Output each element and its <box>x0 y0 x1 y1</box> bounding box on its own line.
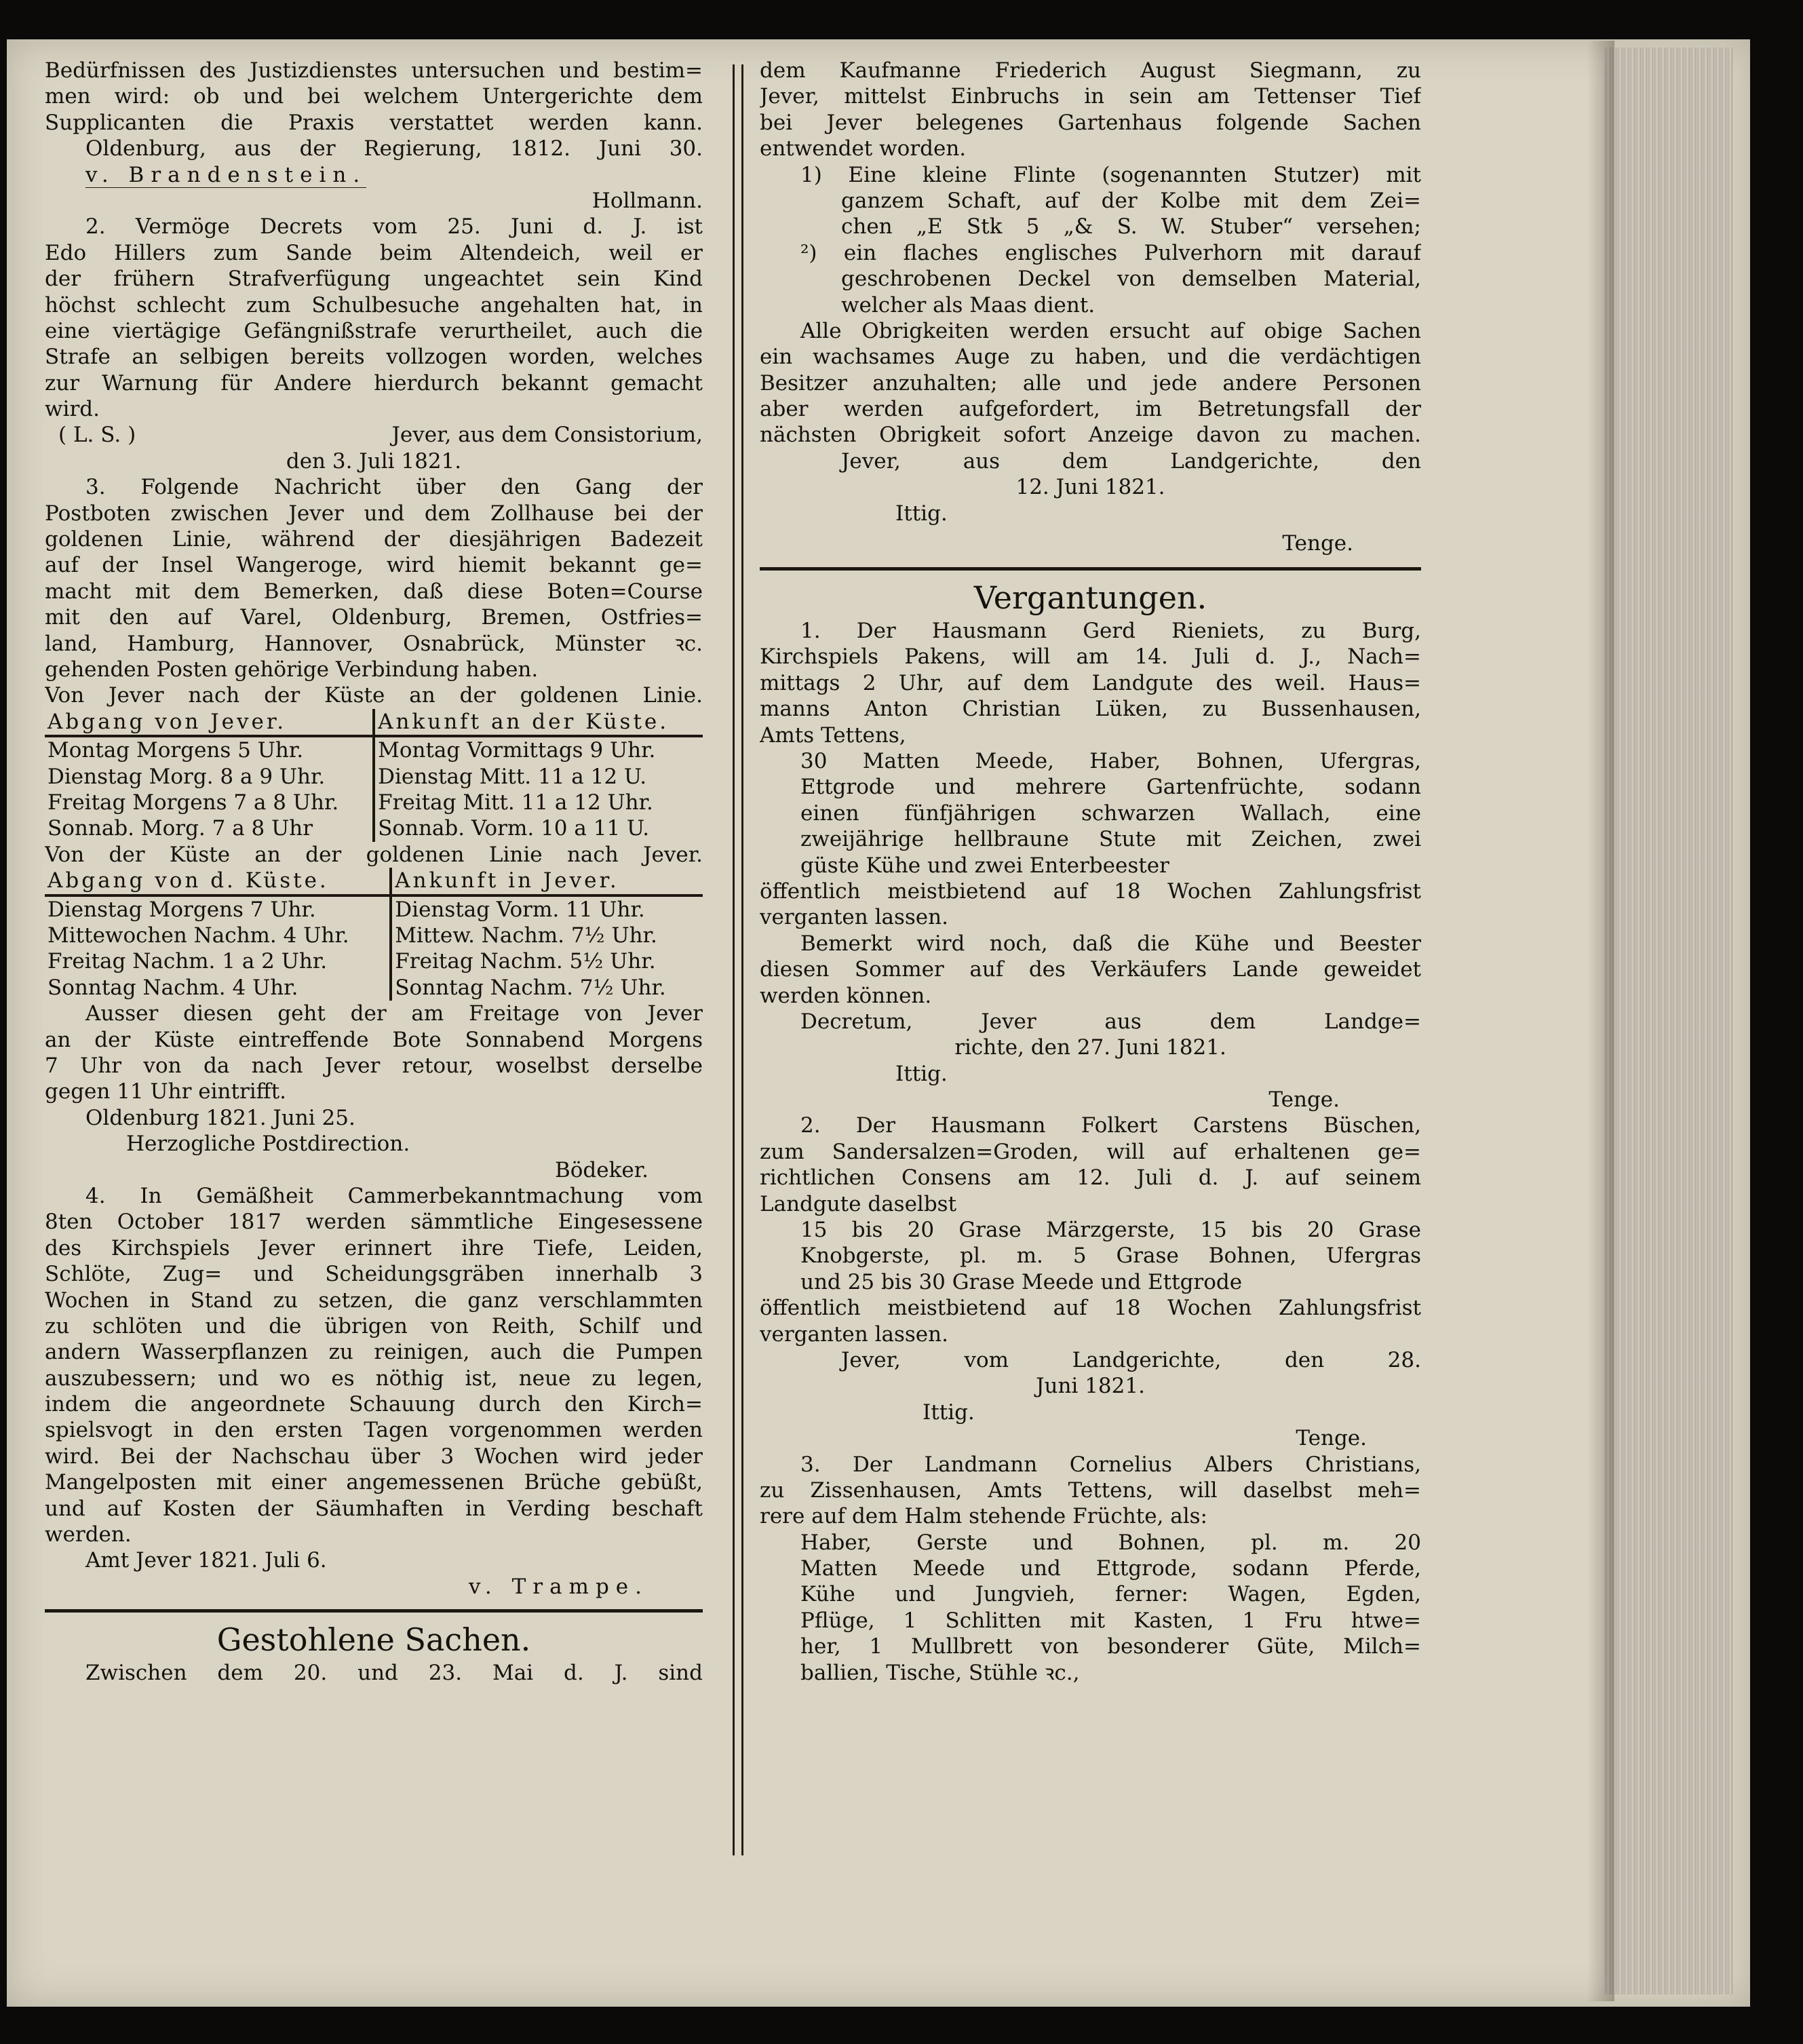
text-line: diesen Sommer auf des Verkäufers Lande geweidet <box>760 957 1421 982</box>
text-line: Oldenburg, aus der Regierung, 1812. Juni 30. <box>85 136 703 161</box>
signature: Ittig. <box>923 1400 975 1425</box>
table-cell: Dienstag Mitt. 11 a 12 U. <box>374 764 703 790</box>
signature: Ittig. <box>895 501 948 526</box>
text-line: dem Kaufmanne Friederich August Siegmann, zu <box>760 58 1421 83</box>
column-header: Ankunft an der Küste. <box>374 709 703 736</box>
text-line: öffentlich meistbietend auf 18 Wochen Zahlungsfrist <box>760 879 1421 904</box>
table-cell: Freitag Morgens 7 a 8 Uhr. <box>47 790 339 815</box>
text-line: zu schlöten und die übrigen von Reith, Schilf und <box>45 1313 703 1338</box>
text-line: 1. Der Hausmann Gerd Rieniets, zu Burg, <box>800 619 1421 644</box>
notice-3 <box>45 474 703 1183</box>
table-row <box>45 948 703 974</box>
stolen-notice <box>760 58 1421 556</box>
section-rule <box>760 567 1421 571</box>
text-line: 3. Folgende Nachricht über den Gang der <box>85 475 703 500</box>
text-line: Knobgerste, pl. m. 5 Grase Bohnen, Ufergras <box>800 1243 1421 1269</box>
text-line: Amts Tettens, <box>760 722 906 748</box>
table-row <box>45 815 703 841</box>
text-line: verganten lassen. <box>760 905 948 930</box>
text-line: wird. <box>45 397 100 422</box>
text-line: Supplicanten die Praxis verstattet werden kann. <box>45 110 703 135</box>
seal-line <box>45 422 703 448</box>
text-line: mittags 2 Uhr, auf dem Landgute des weil. Haus= <box>760 670 1421 695</box>
table-cell: Mittewochen Nachm. 4 Uhr. <box>47 923 349 948</box>
text-line: 7 Uhr von da nach Jever retour, woselbst derselbe <box>45 1054 703 1078</box>
list-item: ²) ein flaches englisches Pulverhorn mit darauf <box>800 240 1421 265</box>
text-line: des Kirchspiels Jever erinnert ihre Tiefe, Leiden, <box>45 1235 703 1260</box>
table-row <box>45 736 703 763</box>
text-line: nächsten Obrigkeit sofort Anzeige davon zu machen. <box>760 423 1421 448</box>
text-line: werden können. <box>760 983 932 1008</box>
table-cell: Sonnab. Morg. 7 a 8 Uhr <box>47 816 313 841</box>
signature-name: v. Brandenstein. <box>85 163 366 188</box>
table-cell: Freitag Nachm. 5½ Uhr. <box>391 948 703 974</box>
text-line: höchst schlecht zum Schulbesuche angehalten hat, in <box>45 292 703 317</box>
text-line: an der Küste eintreffende Bote Sonnabend Morgens <box>45 1027 703 1052</box>
text-line: zum Sandersalzen=Groden, will auf erhaltenen ge= <box>760 1139 1421 1164</box>
date-line: 12. Juni 1821. <box>1015 475 1165 500</box>
table-cell: Freitag Nachm. 1 a 2 Uhr. <box>47 949 328 974</box>
signature: Tenge. <box>1296 1426 1367 1451</box>
text-line: zweijährige hellbraune Stute mit Zeichen, zwei <box>800 827 1421 852</box>
column-header: Abgang von Jever. <box>45 709 374 736</box>
text-line: öffentlich meistbietend auf 18 Wochen Zahlungsfrist <box>760 1296 1421 1321</box>
date-line: Juni 1821. <box>1036 1374 1145 1399</box>
signature: v. Trampe. <box>469 1574 648 1599</box>
text-line: eine viertägige Gefängnißstrafe verurtheilet, auch die <box>45 318 703 343</box>
signature-secondary: Hollmann. <box>592 188 703 213</box>
text-line: land, Hamburg, Hannover, Osnabrück, Münster ꝛc. <box>45 631 703 656</box>
text-line: Schlöte, Zug= und Scheidungsgräben innerhalb 3 <box>45 1262 703 1287</box>
text-line: Besitzer anzuhalten; alle und jede andere Personen <box>760 370 1421 396</box>
column-header: Ankunft in Jever. <box>391 868 703 895</box>
timetable-return <box>45 868 703 1001</box>
text-line: manns Anton Christian Lüken, zu Bussenhausen, <box>760 697 1421 722</box>
date-line: den 3. Juli 1821. <box>286 448 462 474</box>
text-line: ballien, Tische, Stühle ꝛc., <box>800 1660 1080 1685</box>
table-header-row <box>45 868 703 895</box>
text-line: werden. <box>45 1522 132 1547</box>
table-cell: Mittew. Nachm. 7½ Uhr. <box>391 923 703 948</box>
list-item: chen „E Stk 5 „& S. W. Stuber“ versehen; <box>841 214 1421 239</box>
text-line: mit den auf Varel, Oldenburg, Bremen, Ostfries= <box>45 605 703 630</box>
decree-line: Decretum, Jever aus dem Landge= <box>800 1009 1421 1034</box>
text-line: Ausser diesen geht der am Freitage von Jever <box>85 1001 703 1026</box>
text-line: Edo Hillers zum Sande beim Altendeich, weil er <box>45 240 703 265</box>
list-item: welcher als Maas dient. <box>841 292 1096 317</box>
text-line: 15 bis 20 Grase Märzgerste, 15 bis 20 Grase <box>800 1218 1421 1243</box>
office-line: Herzogliche Postdirection. <box>126 1132 410 1157</box>
section-rule <box>45 1609 703 1613</box>
notice-4 <box>45 1183 703 1600</box>
column-header: Abgang von d. Küste. <box>45 868 391 895</box>
route-heading: Von Jever nach der Küste an der goldenen Linie. <box>45 683 703 708</box>
text-line: richtlichen Consens am 12. Juli d. J. auf seinem <box>760 1165 1421 1191</box>
page-stack-edge <box>1604 47 1733 1994</box>
table-cell: Sonntag Nachm. 4 Uhr. <box>47 975 298 1000</box>
place-line: Jever, aus dem Landgerichte, den <box>841 448 1421 474</box>
auction-2 <box>760 1113 1421 1451</box>
text-line: Jever, mittelst Einbruchs in sein am Tettenser Tief <box>760 84 1421 109</box>
text-line: wird. Bei der Nachschau über 3 Wochen wird jeder <box>45 1444 703 1469</box>
left-column <box>45 58 703 1686</box>
text-line: 2. Vermöge Decrets vom 25. Juni d. J. ist <box>85 214 703 239</box>
table-row <box>45 790 703 815</box>
text-line: ein wachsames Auge zu haben, und die verdächtigen <box>760 345 1421 370</box>
route-heading: Von der Küste an der goldenen Linie nach Jever. <box>45 842 703 867</box>
text-line: Wochen in Stand zu setzen, die ganz verschlammten <box>45 1288 703 1313</box>
table-cell: Freitag Mitt. 11 a 12 Uhr. <box>374 790 703 815</box>
text-line: und 25 bis 30 Grase Meede und Ettgrode <box>800 1269 1243 1294</box>
text-line: verganten lassen. <box>760 1322 948 1347</box>
text-line: Haber, Gerste und Bohnen, pl. m. 20 <box>800 1530 1421 1555</box>
section-heading-auctions: Vergantungen. <box>973 579 1207 617</box>
list-item: geschrobenen Deckel von demselben Material, <box>841 267 1421 292</box>
text-line: Ettgrode und mehrere Gartenfrüchte, sodann <box>800 775 1421 800</box>
table-row <box>45 764 703 790</box>
text-line: indem die angeordnete Schauung durch den Kirch= <box>45 1392 703 1417</box>
table-cell: Dienstag Morgens 7 Uhr. <box>47 897 316 922</box>
text-line: spielsvogt in den ersten Tagen vorgenommen werden <box>45 1418 703 1443</box>
table-cell: Dienstag Vorm. 11 Uhr. <box>391 895 703 923</box>
text-line: macht mit dem Bemerken, daß diese Boten=Course <box>45 579 703 604</box>
text-line: auf der Insel Wangeroge, wird hiemit bekannt ge= <box>45 553 703 578</box>
table-cell: Sonnab. Vorm. 10 a 11 U. <box>374 815 703 841</box>
text-line: 2. Der Hausmann Folkert Carstens Büschen, <box>800 1113 1421 1138</box>
seal-mark: ( L. S. ) <box>58 423 136 448</box>
text-line: aber werden aufgefordert, im Betretungsfall der <box>760 397 1421 422</box>
date-line: Amt Jever 1821. Juli 6. <box>85 1548 327 1573</box>
place-line: Jever, aus dem Consistorium, <box>391 423 703 448</box>
text-line: 30 Matten Meede, Haber, Bohnen, Ufergras, <box>800 748 1421 773</box>
signature: Tenge. <box>1268 1087 1340 1113</box>
text-line: auszubessern; und wo es nöthig ist, neue zu legen, <box>45 1366 703 1391</box>
text-line: Kühe und Jungvieh, ferner: Wagen, Egden, <box>800 1582 1421 1607</box>
text-line: bei Jever belegenes Gartenhaus folgende Sachen <box>760 110 1421 135</box>
text-line: güste Kühe und zwei Enterbeester <box>800 853 1169 878</box>
text-line: gehenden Posten gehörige Verbindung haben. <box>45 657 539 682</box>
place-line: Jever, vom Landgerichte, den 28. <box>841 1347 1421 1372</box>
date-line: Oldenburg 1821. Juni 25. <box>85 1105 355 1130</box>
timetable-outbound <box>45 709 703 842</box>
table-cell: Dienstag Morg. 8 a 9 Uhr. <box>47 764 326 789</box>
text-line: rere auf dem Halm stehende Früchte, als: <box>760 1504 1207 1529</box>
text-line: Pflüge, 1 Schlitten mit Kasten, 1 Fru htwe= <box>800 1608 1421 1633</box>
text-line: Postboten zwischen Jever und dem Zollhause bei der <box>45 501 703 526</box>
text-line: Bemerkt wird noch, daß die Kühe und Beester <box>800 931 1421 956</box>
text-line: zu Zissenhausen, Amts Tettens, will daselbst meh= <box>760 1478 1421 1503</box>
table-header-row <box>45 709 703 736</box>
notice-2 <box>45 214 703 474</box>
text-line: Landgute daselbst <box>760 1191 957 1216</box>
text-line: und auf Kosten der Säumhaften in Verding beschaft <box>45 1496 703 1521</box>
table-row <box>45 895 703 923</box>
page-fold-shadow <box>1587 41 1614 2001</box>
text-line: Alle Obrigkeiten werden ersucht auf obige Sachen <box>800 318 1421 343</box>
text-line: gegen 11 Uhr eintrifft. <box>45 1079 287 1104</box>
signature <box>45 162 703 188</box>
text-line: 8ten October 1817 werden sämmtliche Eingesessene <box>45 1210 703 1235</box>
text-line: einen fünfjährigen schwarzen Wallach, eine <box>800 801 1421 826</box>
auction-1 <box>760 618 1421 1113</box>
date-line: richte, den 27. Juni 1821. <box>954 1035 1226 1060</box>
text-line: Kirchspiels Pakens, will am 14. Juli d. J., Nach= <box>760 644 1421 670</box>
signature: Ittig. <box>895 1061 948 1086</box>
text-line: goldenen Linie, während der diesjährigen Badezeit <box>45 527 703 552</box>
list-item: ganzem Schaft, auf der Kolbe mit dem Zei= <box>841 188 1421 213</box>
text-line: 3. Der Landmann Cornelius Albers Christians, <box>800 1452 1421 1477</box>
text-line: men wird: ob und bei welchem Untergerichte dem <box>45 84 703 109</box>
text-line: 4. In Gemäßheit Cammerbekanntmachung vom <box>85 1183 703 1208</box>
table-cell: Montag Vormittags 9 Uhr. <box>374 736 703 763</box>
text-line: entwendet worden. <box>760 136 967 161</box>
column-divider <box>733 64 743 1855</box>
text-line: der frühern Strafverfügung ungeachtet sein Kind <box>45 267 703 292</box>
signature-row <box>760 501 1421 531</box>
table-cell: Sonntag Nachm. 7½ Uhr. <box>391 975 703 1001</box>
table-cell: Montag Morgens 5 Uhr. <box>47 738 304 763</box>
signature: Bödeker. <box>554 1157 648 1182</box>
right-column <box>760 58 1421 1686</box>
text-line: andern Wasserpflanzen zu reinigen, auch die Pumpen <box>45 1340 703 1365</box>
list-item: 1) Eine kleine Flinte (sogenannten Stutzer) mit <box>800 162 1421 187</box>
notice-1 <box>45 58 703 214</box>
text-line: her, 1 Mullbrett von besonderer Güte, Milch= <box>800 1634 1421 1659</box>
signature: Tenge. <box>1282 531 1353 556</box>
section-heading-stolen: Gestohlene Sachen. <box>216 1621 531 1659</box>
text-line: Bedürfnissen des Justizdienstes untersuchen und bestim= <box>45 58 703 83</box>
text-line: Mangelposten mit einer angemessenen Brüche gebüßt, <box>45 1470 703 1495</box>
text-line: zur Warnung für Andere hierdurch bekannt gemacht <box>45 370 703 396</box>
table-row <box>45 975 703 1001</box>
table-row <box>45 923 703 948</box>
text-line: Matten Meede und Ettgrode, sodann Pferde, <box>800 1556 1421 1581</box>
text-line: Strafe an selbigen bereits vollzogen worden, welches <box>45 345 703 370</box>
text-line: Zwischen dem 20. und 23. Mai d. J. sind <box>85 1661 703 1686</box>
auction-3 <box>760 1452 1421 1686</box>
